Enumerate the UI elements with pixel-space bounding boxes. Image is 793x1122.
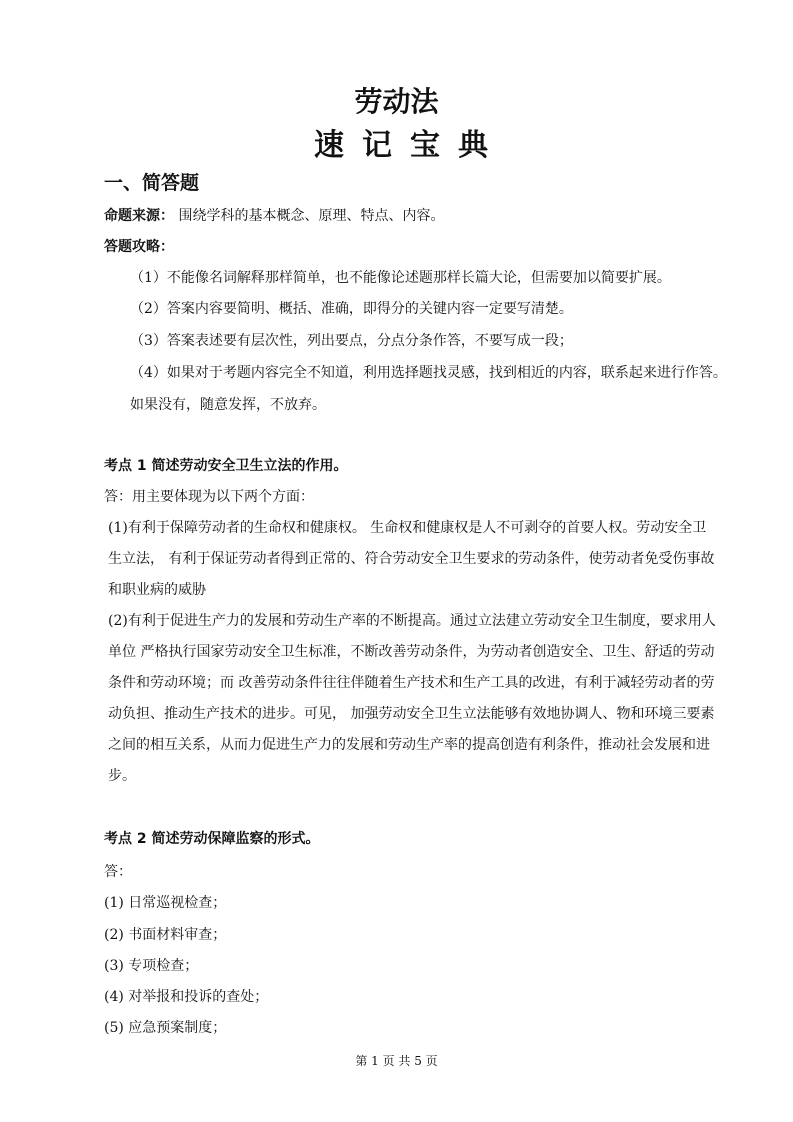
strategy-item: （3）答案表述要有层次性，列出要点，分点分条作答，不要写成一段； bbox=[130, 333, 573, 349]
kp1-line: 步。 bbox=[108, 768, 136, 784]
kp2-line: (2) 书面材料审查； bbox=[104, 927, 227, 943]
kp2-title: 考点 2 简述劳动保障监察的形式。 bbox=[104, 831, 320, 847]
source-line bbox=[104, 206, 444, 226]
kp1-line: 单位 严格执行国家劳动安全卫生标准，不断改善劳动条件，为劳动者创造安全、卫生、舒适的劳动 bbox=[108, 644, 715, 660]
kp1-line: 条件和劳动环境；而 改善劳动条件往往伴随着生产技术和生产工具的改进，有利于减轻劳动者的劳 bbox=[108, 675, 715, 691]
kp1-line: (2)有利于促进生产力的发展和劳动生产率的不断提高。通过立法建立劳动安全卫生制度，要求用人 bbox=[108, 613, 716, 629]
kp2-line: (4) 对举报和投诉的查处； bbox=[104, 989, 269, 1005]
strategy-item: （2）答案内容要简明、概括、准确，即得分的关键内容一定要写清楚。 bbox=[130, 301, 573, 317]
strategy-item: （1）不能像名词解释那样简单，也不能像论述题那样长篇大论，但需要加以简要扩展。 bbox=[130, 270, 671, 286]
page-footer: 第 1 页 共 5 页 bbox=[355, 1054, 438, 1068]
kp1-line: 答：用主要体现为以下两个方面： bbox=[104, 489, 314, 505]
source-label: 命题来源： bbox=[104, 208, 174, 224]
strategy-label: 答题攻略： bbox=[104, 239, 174, 255]
kp2-line: (5) 应急预案制度； bbox=[104, 1020, 227, 1036]
kp2-line: (1) 日常巡视检查； bbox=[104, 895, 227, 911]
document-title: 劳动法 bbox=[354, 85, 439, 118]
strategy-item: （4）如果对于考题内容完全不知道，利用选择题找灵感，找到相近的内容，联系起来进行作答。 bbox=[130, 365, 727, 381]
kp2-line: (3) 专项检查； bbox=[104, 958, 199, 974]
strategy-item: 如果没有，随意发挥，不放弃。 bbox=[130, 397, 326, 413]
kp1-line: (1)有利于保障劳动者的生命权和健康权。 生命权和健康权是人不可剥夺的首要人权。劳动安全卫 bbox=[108, 520, 707, 536]
kp1-line: 动负担、推动生产技术的进步。可见， 加强劳动安全卫生立法能够有效地协调人、物和环境三要素 bbox=[108, 706, 715, 722]
kp1-line: 之间的相互关系，从而力促进生产力的发展和劳动生产率的提高创造有利条件，推动社会发展和进 bbox=[108, 737, 710, 753]
section-heading: 一、简答题 bbox=[104, 172, 200, 194]
source-text: 围绕学科的基本概念、原理、特点、内容。 bbox=[178, 208, 445, 224]
kp2-line: 答： bbox=[104, 864, 132, 880]
document-subtitle: 速记宝典 bbox=[314, 128, 506, 163]
kp1-line: 和职业病的威胁 bbox=[108, 582, 206, 598]
kp1-title: 考点 1 简述劳动安全卫生立法的作用。 bbox=[104, 458, 348, 474]
kp1-line: 生立法， 有利于保证劳动者得到正常的、符合劳动安全卫生要求的劳动条件，使劳动者免受伤事故 bbox=[108, 551, 715, 567]
